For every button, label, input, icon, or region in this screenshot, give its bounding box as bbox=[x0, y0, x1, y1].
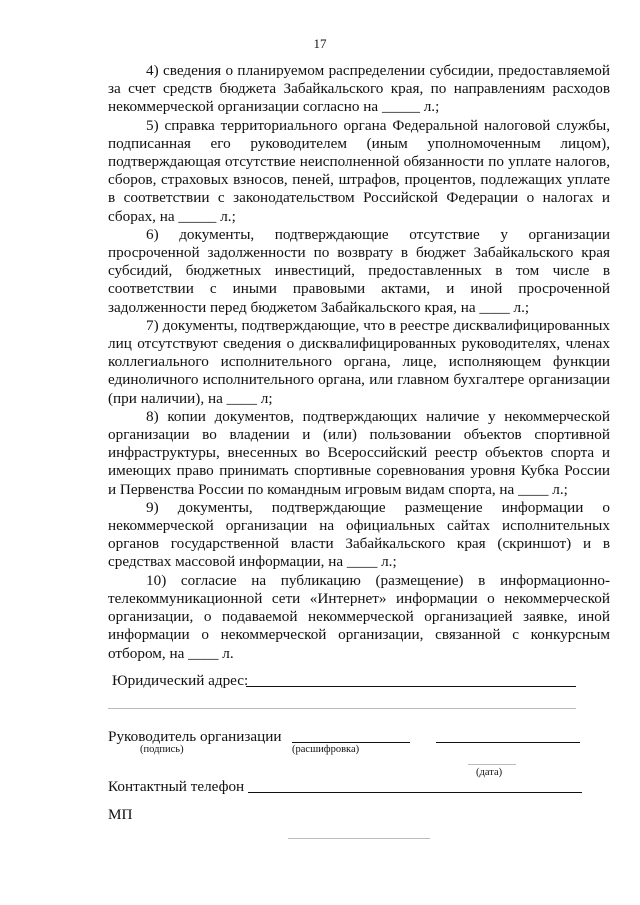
item-number: 7) bbox=[146, 316, 159, 334]
item-text: согласие на публикацию (размещение) в информационно-телекоммуникационной сети «Интернет» информации о некоммерческой организации, о подаваемой некоммерческой организацией заявке, иной информации о некоммерческой организации, связанной с конкурсным отбором, на ____ л. bbox=[108, 571, 610, 662]
head-label: Руководитель организации bbox=[108, 728, 282, 745]
item-number: 8) bbox=[146, 407, 159, 425]
item-number: 9) bbox=[146, 498, 159, 516]
item-text: документы, подтверждающие отсутствие у организации просроченной задолженности по возврату в бюджет Забайкальского края субсидий, бюджетных инвестиций, предоставленных в том числе в соответствии с иными правовыми актами, и иной просроченной задолженности перед бюджетом Забайкальского края, на ____ л.; bbox=[108, 225, 611, 316]
item-text: копии документов, подтверждающих наличие у некоммерческой организации во владении и (или) пользовании объектов спортивной инфраструктуры, внесенных во Всероссийский реестр объектов спорта и имеющих право принимать спортивные соревнования уровня Кубка России и Первенства России по командным игровым видам спорта, на ____ л.; bbox=[108, 407, 610, 498]
list-item bbox=[108, 499, 610, 572]
date-line[interactable] bbox=[468, 764, 516, 765]
item-number: 10) bbox=[146, 571, 167, 589]
list-item bbox=[108, 62, 610, 117]
signature-caption: (подпись) bbox=[140, 744, 184, 755]
legal-address-line-2[interactable] bbox=[108, 708, 576, 709]
document-list bbox=[108, 62, 610, 663]
item-number: 6) bbox=[146, 225, 159, 243]
stamp-label: МП bbox=[108, 806, 133, 823]
page-number: 17 bbox=[313, 36, 327, 51]
phone-label: Контактный телефон bbox=[108, 778, 245, 795]
date-caption: (дата) bbox=[476, 767, 503, 778]
stamp-line bbox=[288, 838, 430, 839]
item-number: 4) bbox=[146, 62, 159, 79]
legal-address-line[interactable] bbox=[246, 686, 576, 687]
item-text: справка территориального органа Федеральной налоговой службы, подписанная его руководителем (иным уполномоченным лицом), подтверждающая отсутствие неисполненной обязанности по уплате налогов, сборов, страховых взносов, пеней, штрафов, процентов, подлежащих уплате в соответствии с законодательством Российской Федерации о налогах и сборах, на _____ л.; bbox=[108, 116, 611, 225]
decoding-line[interactable] bbox=[436, 742, 580, 743]
phone-line[interactable] bbox=[248, 792, 582, 793]
list-item bbox=[108, 117, 610, 226]
item-number: 5) bbox=[146, 116, 159, 134]
list-item bbox=[108, 226, 610, 317]
legal-address-label: Юридический адрес: bbox=[112, 672, 249, 689]
signature-line[interactable] bbox=[292, 742, 410, 743]
list-item bbox=[108, 572, 610, 663]
item-text: документы, подтверждающие, что в реестре дисквалифицированных лиц отсутствуют сведения о дисквалифицированных руководителях, членах коллегиального исполнительного органа, лице, исполняющем функции единоличного исполнительного органа, или главном бухгалтере организации (при наличии), на ____ л; bbox=[108, 316, 610, 407]
item-text: сведения о планируемом распределении субсидии, предоставляемой за счет средств бюджета Забайкальского края, по направлениям расходов некоммерческой организации согласно на _____ л.; bbox=[108, 62, 610, 116]
decoding-caption: (расшифровка) bbox=[292, 744, 360, 755]
list-item bbox=[108, 317, 610, 408]
list-item bbox=[108, 408, 610, 499]
item-text: документы, подтверждающие размещение информации о некоммерческой организации на официальных сайтах исполнительных органов государственной власти Забайкальского края (скриншот) и в средствах массовой информации, на ____ л.; bbox=[108, 498, 610, 571]
